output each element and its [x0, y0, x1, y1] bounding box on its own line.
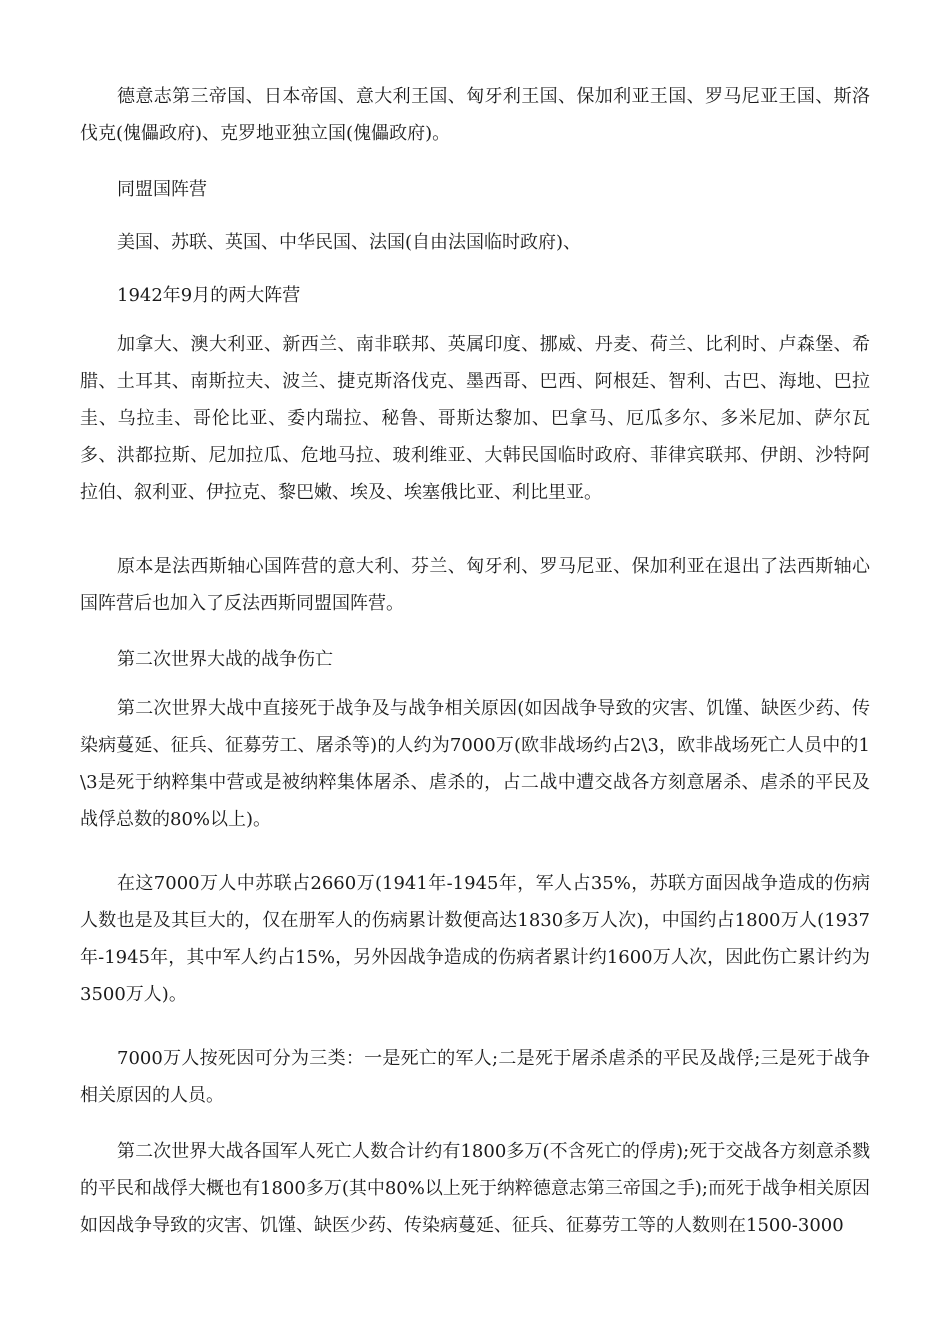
heading-1942-camps: 1942年9月的两大阵营 [117, 285, 301, 306]
paragraph-axis-defectors: 原本是法西斯轴心国阵营的意大利、芬兰、匈牙利、罗马尼亚、保加利亚在退出了法西斯轴心国阵营后也加入了反法西斯同盟国阵营。 [80, 556, 870, 614]
paragraph-death-categories: 7000万人按死因可分为三类：一是死亡的军人;二是死于屠杀虐杀的平民及战俘;三是死于战争相关原因的人员。 [80, 1048, 870, 1106]
heading-war-casualties: 第二次世界大战的战争伤亡 [117, 649, 333, 670]
paragraph-allied-members: 加拿大、澳大利亚、新西兰、南非联邦、英属印度、挪威、丹麦、荷兰、比利时、卢森堡、希腊、土耳其、南斯拉夫、波兰、捷克斯洛伐克、墨西哥、巴西、阿根廷、智利、古巴、海地、巴拉圭、乌拉圭、哥伦比亚、委内瑞拉、秘鲁、哥斯达黎加、巴拿马、厄瓜多尔、多米尼加、萨尔瓦多、洪都拉斯、尼加拉瓜、危地马拉、玻利维亚、大韩民国临时政府、菲律宾联邦、伊朗、沙特阿拉伯、叙利亚、伊拉克、黎巴嫩、埃及、埃塞俄比亚、利比里亚。 [80, 334, 870, 503]
paragraph-allied-major: 美国、苏联、英国、中华民国、法国(自由法国临时政府)、 [117, 232, 582, 253]
paragraph-axis-countries: 德意志第三帝国、日本帝国、意大利王国、匈牙利王国、保加利亚王国、罗马尼亚王国、斯洛伐克(傀儡政府)、克罗地亚独立国(傀儡政府)。 [80, 86, 870, 144]
paragraph-military-deaths: 第二次世界大战各国军人死亡人数合计约有1800多万(不含死亡的俘虏);死于交战各方刻意杀戮的平民和战俘大概也有1800多万(其中80%以上死于纳粹德意志第三帝国之手);而死于战争相关原因如因战争导致的灾害、饥馑、缺医少药、传染病蔓延、征兵、征募劳工等的人数则在1500-3000 [80, 1141, 870, 1236]
paragraph-soviet-china: 在这7000万人中苏联占2660万(1941年-1945年，军人占35%，苏联方面因战争造成的伤病人数也是及其巨大的，仅在册军人的伤病累计数便高达1830多万人次)，中国约占1800万人(1937年-1945年，其中军人约占15%，另外因战争造成的伤病者累计约1600万人次，因此伤亡累计约为3500万人)。 [80, 873, 870, 1005]
heading-allied-camp: 同盟国阵营 [117, 179, 207, 200]
paragraph-casualty-total: 第二次世界大战中直接死于战争及与战争相关原因(如因战争导致的灾害、饥馑、缺医少药、传染病蔓延、征兵、征募劳工、屠杀等)的人约为7000万(欧非战场约占2\3，欧非战场死亡人员中的1\3是死于纳粹集中营或是被纳粹集体屠杀、虐杀的，占二战中遭交战各方刻意屠杀、虐杀的平民及战俘总数的80%以上)。 [80, 698, 870, 830]
